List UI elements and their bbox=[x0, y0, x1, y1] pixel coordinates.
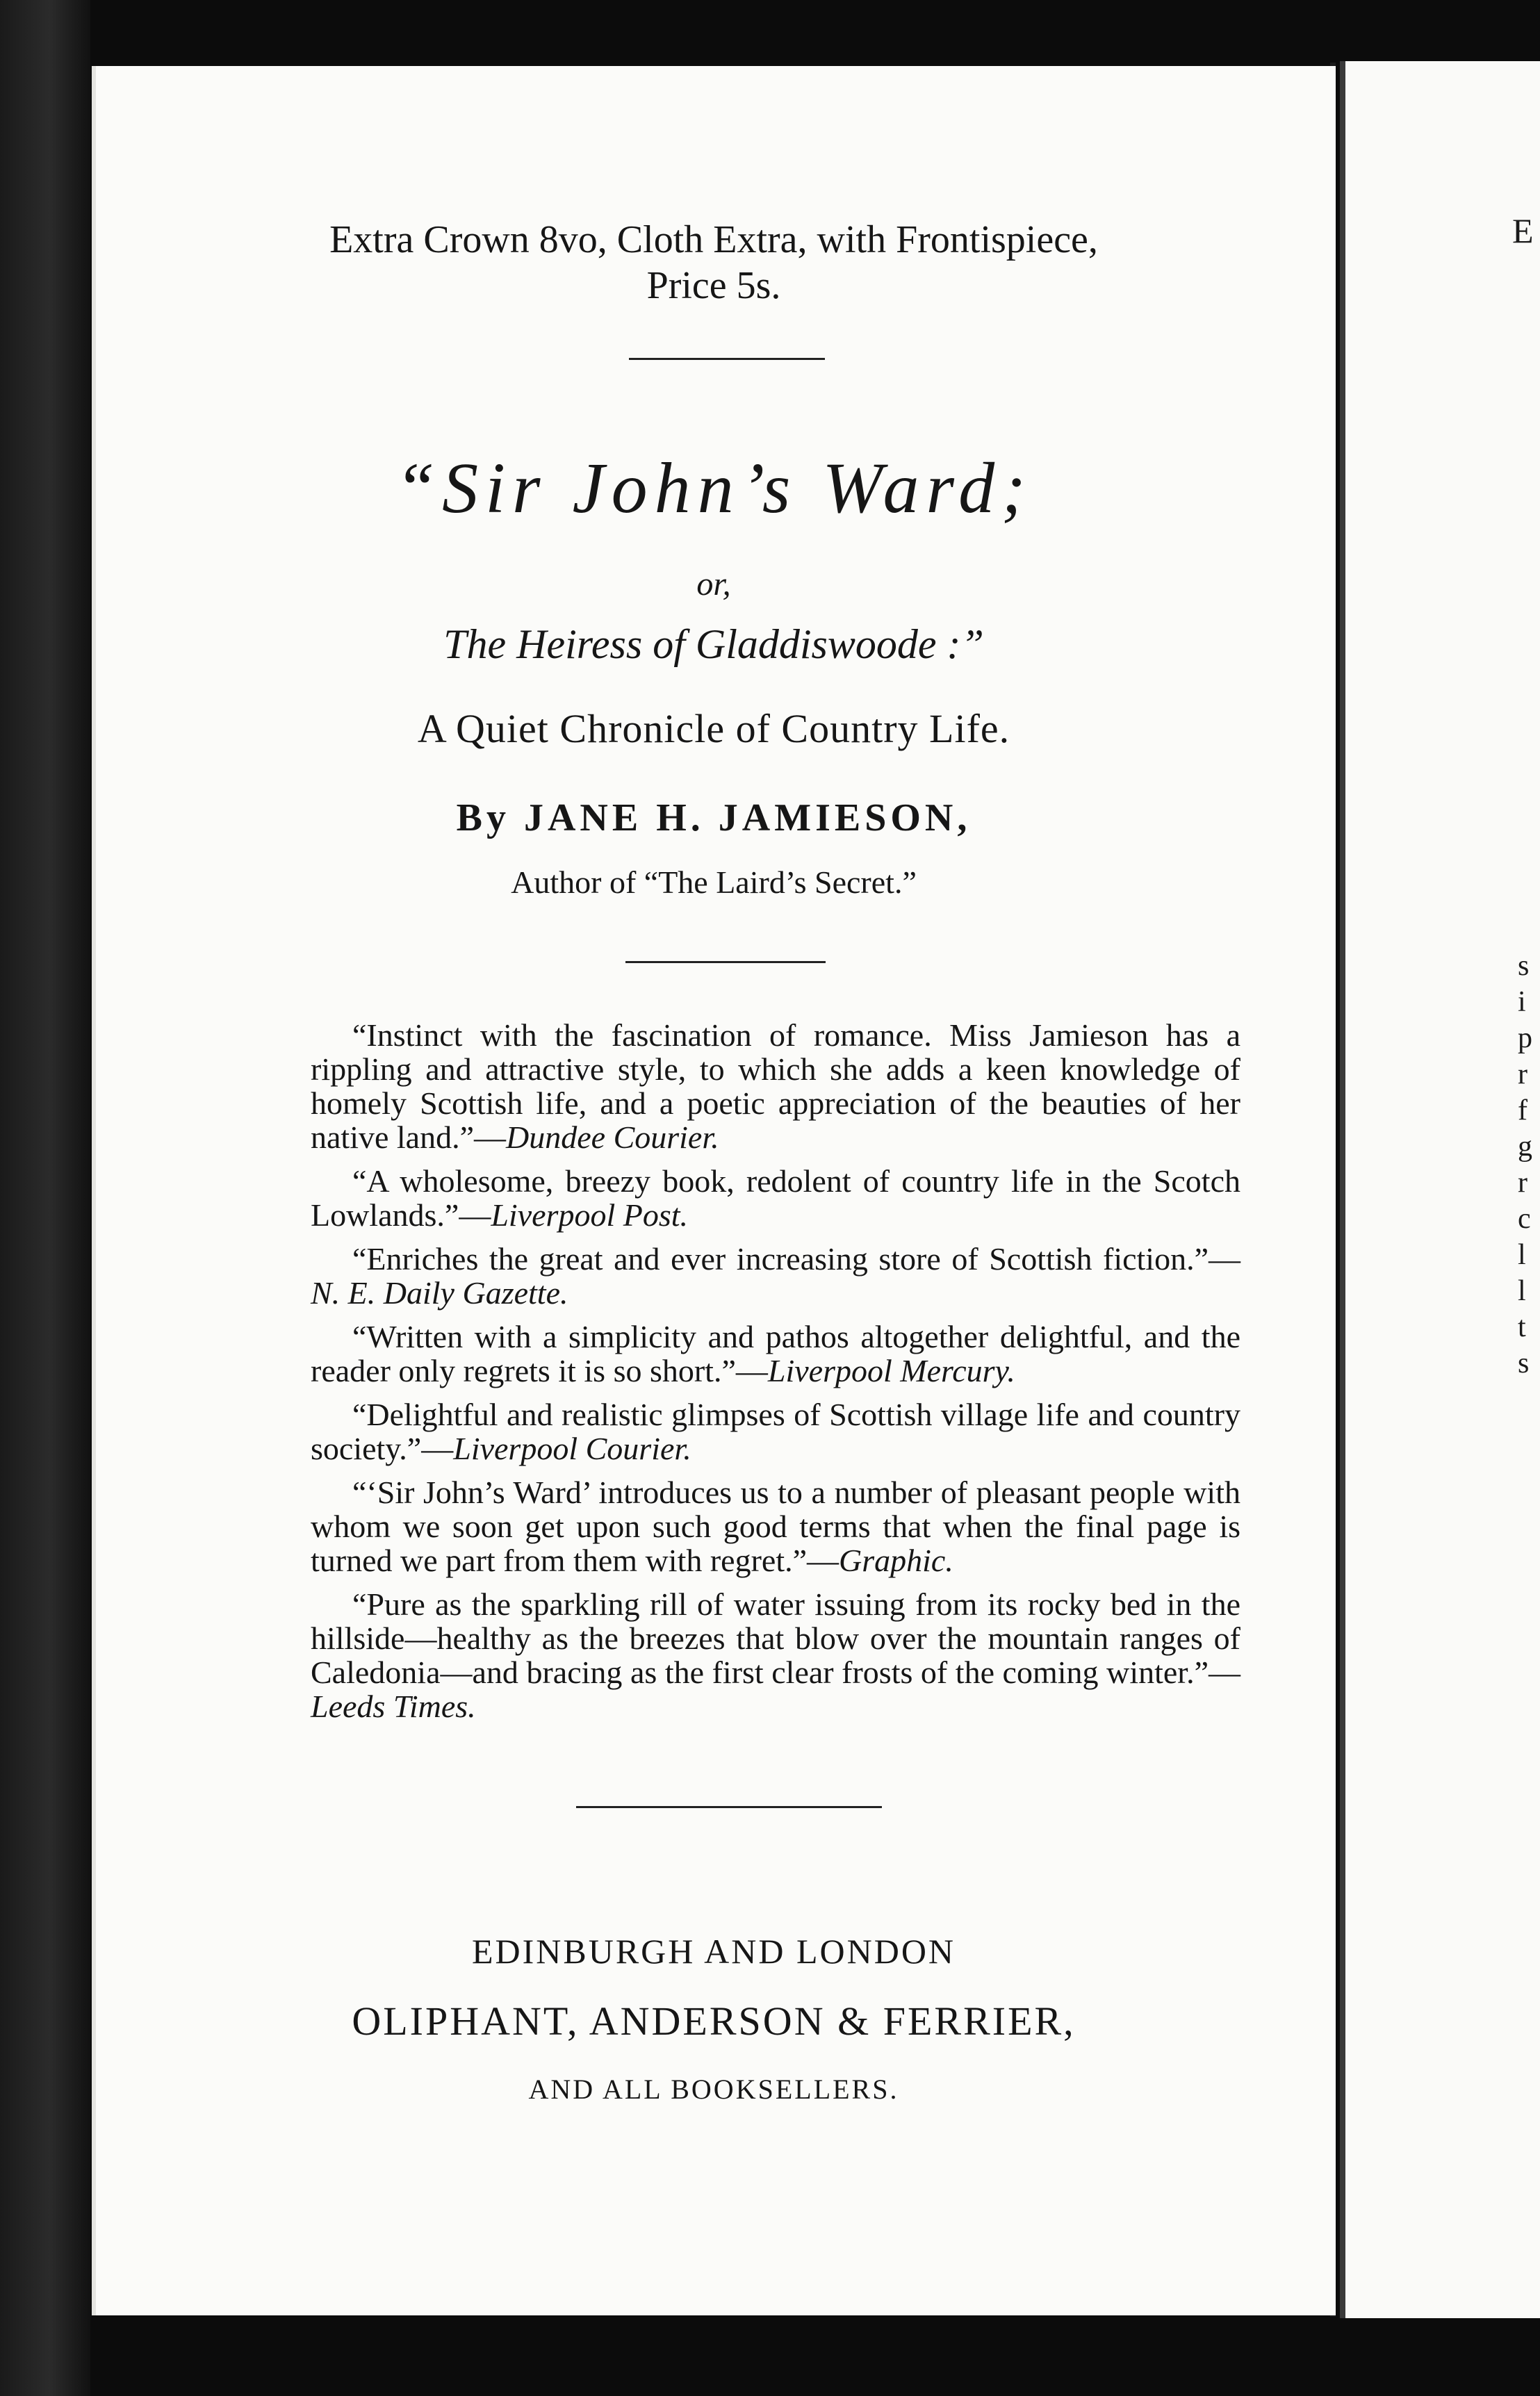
review bbox=[311, 1587, 1240, 1723]
imprint-booksellers: AND ALL BOOKSELLERS. bbox=[528, 2074, 899, 2105]
book-page bbox=[92, 66, 1336, 2315]
facing-page-fragment: g bbox=[1518, 1131, 1532, 1163]
book-subtitle: A Quiet Chronicle of Country Life. bbox=[417, 706, 1010, 751]
divider bbox=[625, 961, 826, 963]
imprint-place: EDINBURGH AND LONDON bbox=[471, 1932, 956, 1971]
divider bbox=[629, 358, 825, 360]
review-quote: “Instinct with the fascination of romance. Miss Jamieson has a rippling and attractive style, to which she adds a keen knowledge of homely Scottish life, and a poetic appreciation of the beauties of her native land.”— bbox=[311, 1017, 1240, 1155]
author-byline: By JANE H. JAMIESON, bbox=[456, 796, 972, 839]
review-quote: “Delightful and realistic glimpses of Scottish village life and country society.”— bbox=[311, 1397, 1240, 1466]
facing-page-fragment: i bbox=[1518, 986, 1526, 1018]
imprint-publisher: OLIPHANT, ANDERSON & FERRIER, bbox=[352, 1999, 1076, 2044]
review-quote: “Enriches the great and ever increasing store of Scottish fiction.”— bbox=[352, 1241, 1240, 1277]
review bbox=[311, 1242, 1240, 1310]
review-source: Liverpool Courier. bbox=[453, 1431, 691, 1466]
review-source: Liverpool Mercury. bbox=[767, 1353, 1015, 1388]
review bbox=[311, 1320, 1240, 1388]
facing-page-fragment: l bbox=[1518, 1275, 1526, 1307]
review bbox=[311, 1475, 1240, 1577]
facing-page-fragment: r bbox=[1518, 1058, 1527, 1090]
review-quote: “A wholesome, breezy book, redolent of country life in the Scotch Lowlands.”— bbox=[311, 1163, 1240, 1233]
author-note: Author of “The Laird’s Secret.” bbox=[511, 864, 917, 900]
price-line: Price 5s. bbox=[646, 264, 781, 307]
facing-page-fragment: c bbox=[1518, 1203, 1531, 1235]
facing-page-fragment: p bbox=[1518, 1022, 1532, 1054]
facing-page-fragment: s bbox=[1518, 950, 1530, 982]
review-quote: “Pure as the sparkling rill of water issuing from its rocky bed in the hillside—healthy as the breezes that blow over the mountain ranges of Caledonia—and bracing as the first clear frosts of the coming winter.”— bbox=[311, 1586, 1240, 1690]
review-source: Liverpool Post. bbox=[491, 1197, 689, 1233]
review-source: Graphic. bbox=[839, 1543, 953, 1578]
title-conjunction: or, bbox=[696, 566, 731, 602]
review-quote: “Written with a simplicity and pathos altogether delightful, and the reader only regrets it is so short.”— bbox=[311, 1319, 1240, 1388]
facing-page bbox=[1340, 61, 1540, 2318]
facing-page-fragment: s bbox=[1518, 1347, 1530, 1379]
facing-page-fragment: f bbox=[1518, 1094, 1527, 1126]
review bbox=[311, 1164, 1240, 1232]
press-reviews bbox=[311, 1018, 1240, 1733]
review-source: Leeds Times. bbox=[311, 1689, 476, 1724]
divider bbox=[576, 1806, 882, 1808]
format-line: Extra Crown 8vo, Cloth Extra, with Frontispiece, bbox=[329, 218, 1098, 261]
facing-page-fragment: t bbox=[1518, 1311, 1526, 1343]
review bbox=[311, 1397, 1240, 1466]
facing-page-fragment: r bbox=[1518, 1167, 1527, 1199]
review-source: Dundee Courier. bbox=[506, 1119, 719, 1155]
review-source: N. E. Daily Gazette. bbox=[311, 1275, 568, 1311]
book-binding-edge bbox=[0, 0, 90, 2396]
book-alt-title: The Heiress of Gladdiswoode :” bbox=[443, 621, 984, 667]
book-title: “Sir John’s Ward; bbox=[395, 448, 1033, 528]
review-quote: “‘Sir John’s Ward’ introduces us to a number of pleasant people with whom we soon get upon such good terms that when the final page is turned we part from them with regret.”— bbox=[311, 1475, 1240, 1578]
review bbox=[311, 1018, 1240, 1154]
facing-page-fragment: l bbox=[1518, 1239, 1526, 1271]
facing-page-fragment: E bbox=[1512, 211, 1534, 250]
